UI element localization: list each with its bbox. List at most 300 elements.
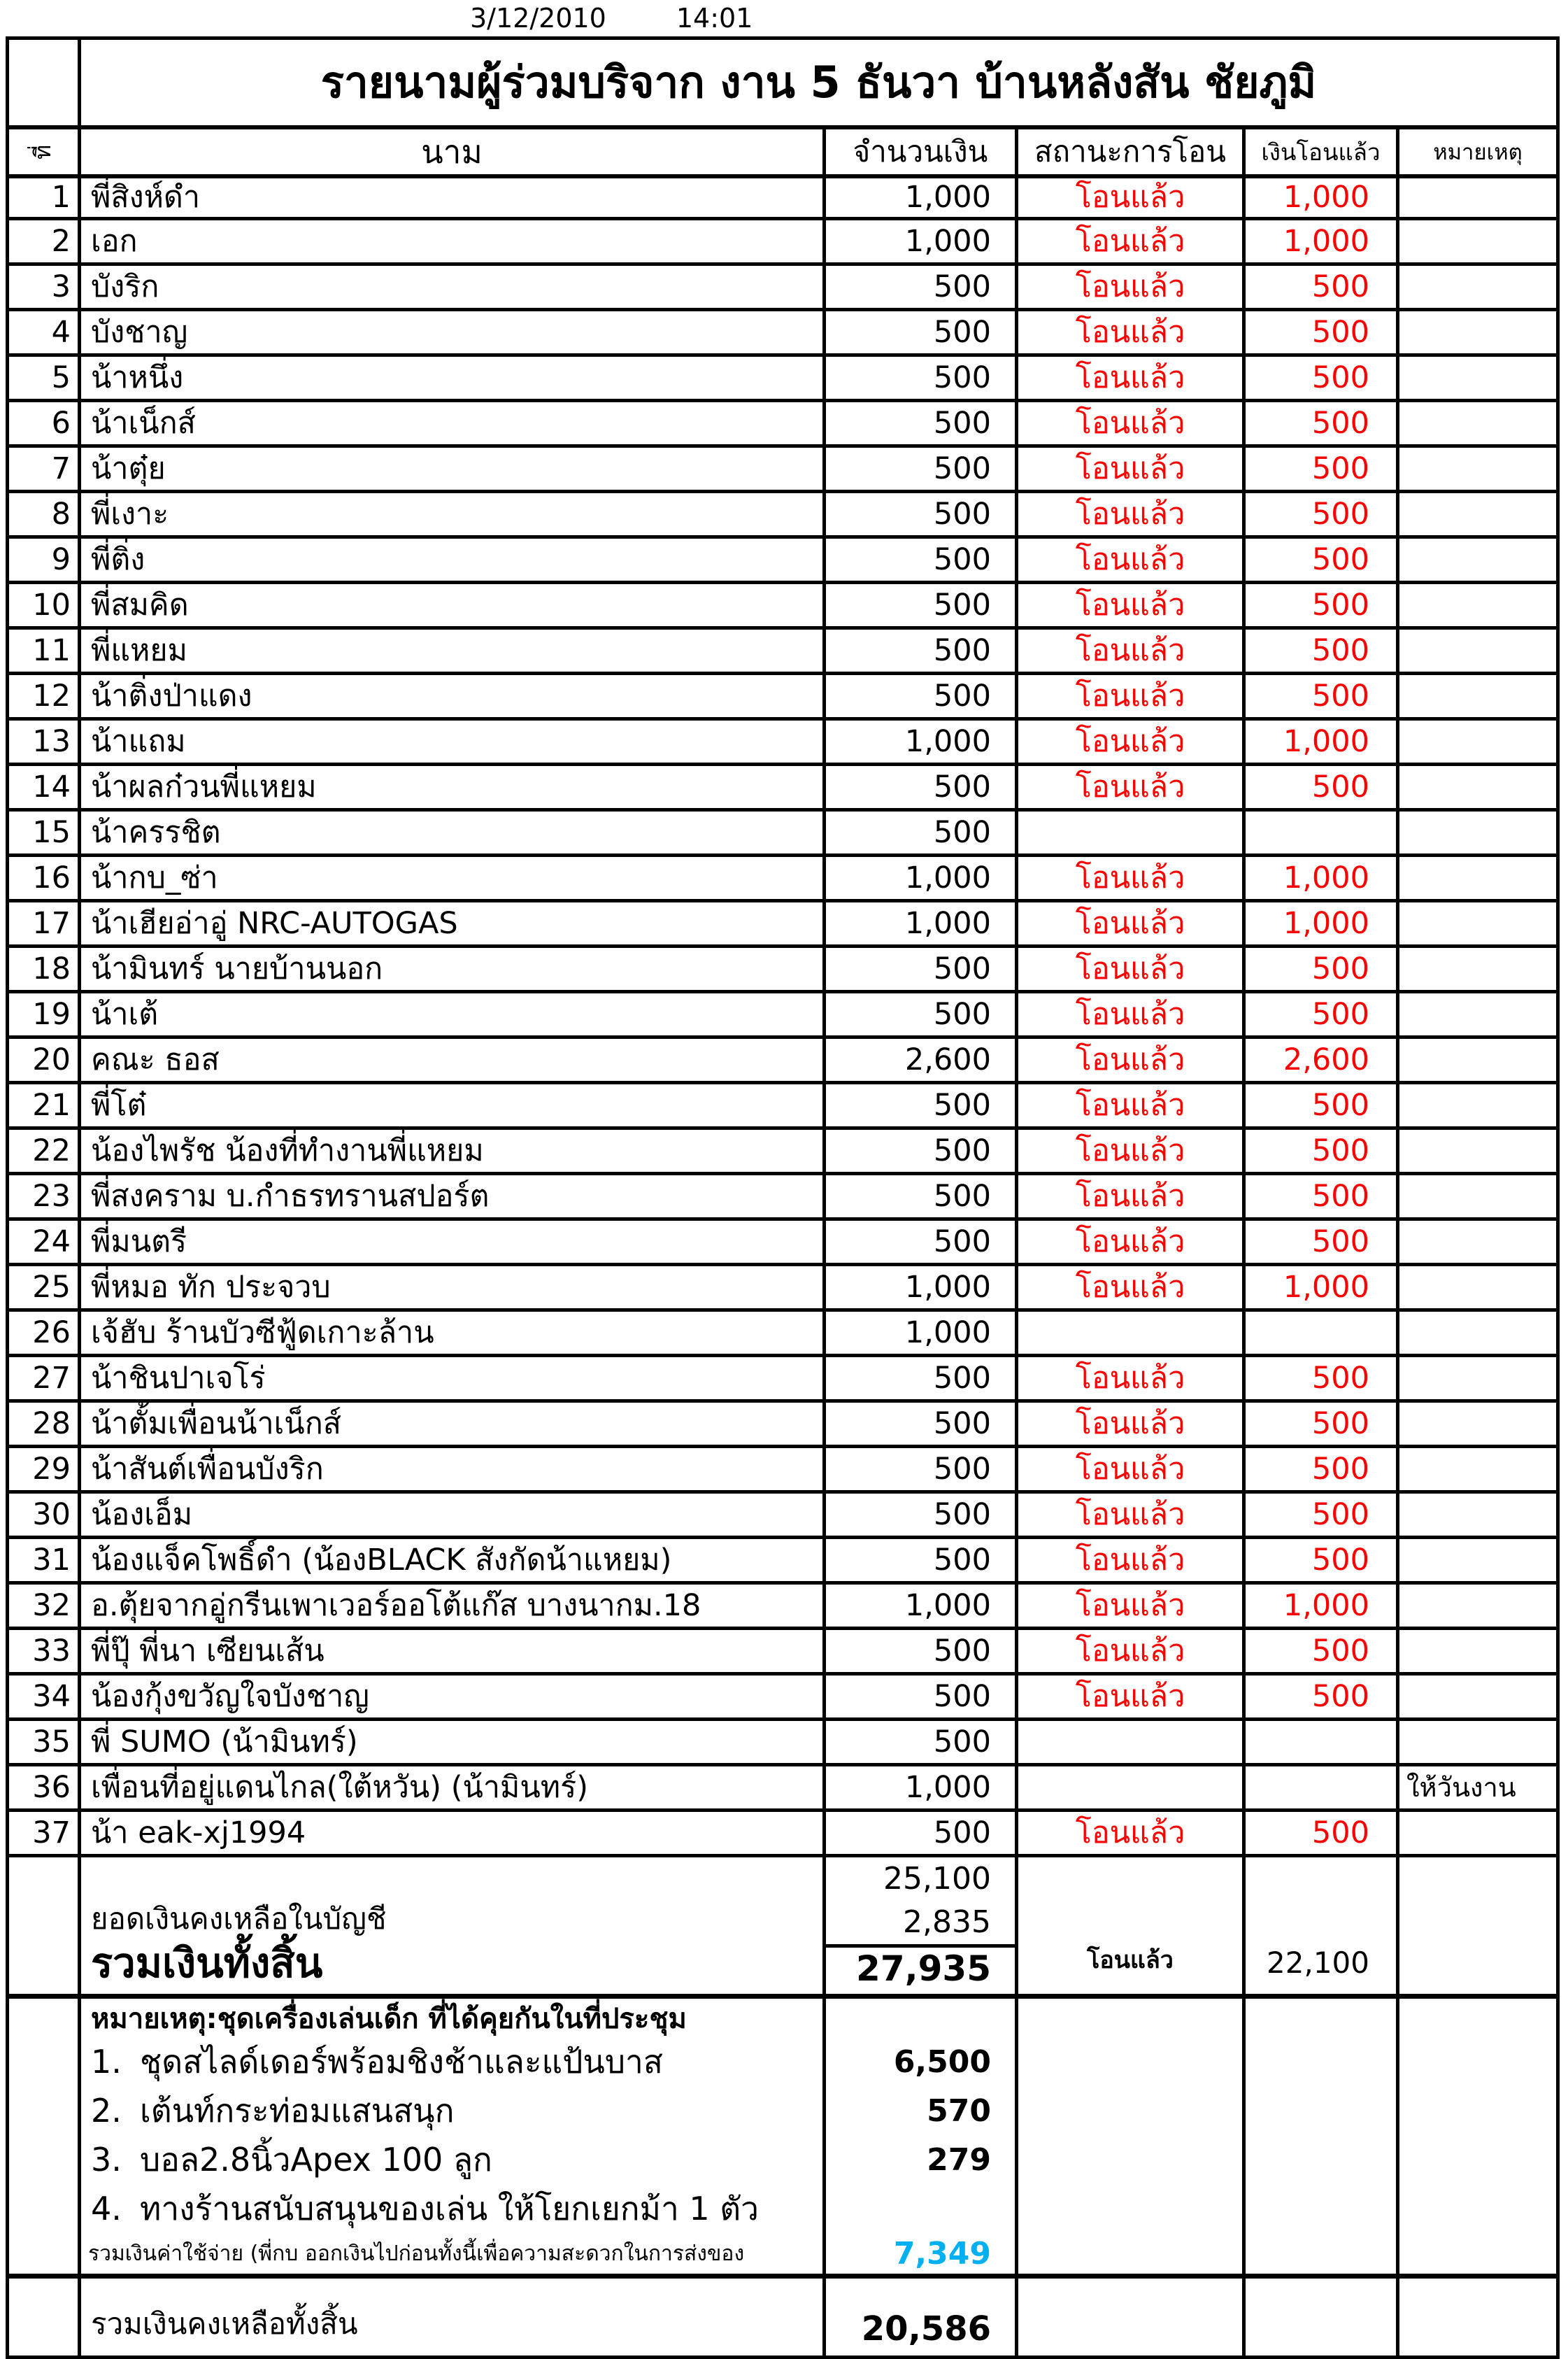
- donor-name: เพื่อนที่อยู่แดนไกล(ใต้หวัน) (น้ามินทร์): [78, 1766, 822, 1808]
- transfer-status: โอนแล้ว: [1015, 1585, 1242, 1627]
- amount-value: 500: [822, 1812, 1015, 1854]
- note-value: [1396, 902, 1556, 944]
- transfer-status: โอนแล้ว: [1015, 1266, 1242, 1308]
- transfer-status: โอนแล้ว: [1015, 857, 1242, 899]
- donor-name: อ.ตุ้ยจากอู่กรีนเพาเวอร์ออโต้แก๊ส บางนากม.18: [78, 1585, 822, 1627]
- table-row: [9, 1263, 1556, 1308]
- table-row: [9, 1581, 1556, 1627]
- note-value: [1396, 584, 1556, 626]
- note-item-paid-cell: [1242, 2184, 1396, 2233]
- row-number: 33: [32, 1633, 71, 1669]
- pre-total-value: 25,100: [883, 1861, 991, 1897]
- transferred-amount: 500: [1242, 402, 1396, 444]
- transferred-amount: 500: [1242, 539, 1396, 581]
- note-item-number: 1.: [91, 2043, 122, 2081]
- note-item-amount: 570: [822, 2086, 1015, 2135]
- transfer-status: โอนแล้ว: [1015, 357, 1242, 399]
- note-value: [1396, 178, 1556, 217]
- row-number: 9: [51, 541, 71, 577]
- note-value: [1396, 1494, 1556, 1536]
- donor-name: น้ากบ_ซ่า: [78, 857, 822, 899]
- row-number: 10: [32, 587, 71, 623]
- amount-value: 1,000: [822, 1266, 1015, 1308]
- row-number: 13: [32, 723, 71, 759]
- row-number: 34: [32, 1678, 71, 1714]
- transfer-status: โอนแล้ว: [1015, 1812, 1242, 1854]
- note-item-label: ทางร้านสนับสนุนของเล่น ให้โยกเยกม้า 1 ตัว: [140, 2189, 759, 2227]
- note-value: [1396, 812, 1556, 853]
- row-number: 2: [51, 223, 71, 259]
- transferred-amount: 1,000: [1242, 1266, 1396, 1308]
- expense-amount: 7,349: [822, 2233, 1015, 2274]
- expense-row: [9, 2233, 1556, 2274]
- final-amount: 20,586: [822, 2279, 1015, 2356]
- transferred-amount: 500: [1242, 1175, 1396, 1217]
- note-value: [1396, 1539, 1556, 1581]
- transferred-amount: 1,000: [1242, 857, 1396, 899]
- summary-labels: [78, 1857, 822, 1994]
- donor-name: บังชาญ: [78, 311, 822, 353]
- row-number: 4: [51, 314, 71, 350]
- note-value: [1396, 993, 1556, 1035]
- table-row: [9, 944, 1556, 990]
- amount-value: 500: [822, 1175, 1015, 1217]
- print-time: 14:01: [676, 3, 753, 34]
- donor-name: เจ้ฮับ ร้านบัวซีฟู้ดเกาะล้าน: [78, 1312, 822, 1354]
- table-row: [9, 1808, 1556, 1854]
- transferred-amount: 500: [1242, 1221, 1396, 1263]
- amount-value: 500: [822, 1221, 1015, 1263]
- table-row: [9, 353, 1556, 399]
- note-item-label: ชุดสไลด์เดอร์พร้อมชิงช้าและแป้นบาส: [140, 2042, 663, 2081]
- note-value: [1396, 448, 1556, 490]
- amount-value: 500: [822, 448, 1015, 490]
- transferred-amount: 500: [1242, 266, 1396, 308]
- table-row: [9, 444, 1556, 490]
- balance-label: ยอดเงินคงเหลือในบัญชี: [91, 1901, 387, 1936]
- transferred-amount: 1,000: [1242, 1585, 1396, 1627]
- transferred-amount: 1,000: [1242, 178, 1396, 217]
- donor-name: น้าตุ๋ย: [78, 448, 822, 490]
- amount-value: 500: [822, 630, 1015, 672]
- donor-name: น้าเฮียอ่าอู่ NRC-AUTOGAS: [78, 902, 822, 944]
- note-value: [1396, 630, 1556, 672]
- table-row: [9, 262, 1556, 308]
- transfer-status: โอนแล้ว: [1015, 630, 1242, 672]
- amount-value: 500: [822, 1084, 1015, 1126]
- donor-name: พี่ปุ๊ พี่นา เซียนเส้น: [78, 1630, 822, 1672]
- note-value: [1396, 948, 1556, 990]
- transfer-status: [1015, 1312, 1242, 1354]
- table-row: [9, 178, 1556, 217]
- header-no-label: ที่: [29, 144, 57, 160]
- table-row: [9, 1717, 1556, 1763]
- transferred-amount: 1,000: [1242, 902, 1396, 944]
- grand-total-value: 27,935: [826, 1944, 1015, 1990]
- final-total-row: [9, 2274, 1556, 2356]
- transfer-status: โอนแล้ว: [1015, 902, 1242, 944]
- donor-name: เอก: [78, 220, 822, 262]
- transfer-status: [1015, 1721, 1242, 1763]
- transfer-status: โอนแล้ว: [1015, 1357, 1242, 1399]
- grand-total-label: รวมเงินทั้งสิ้น: [91, 1939, 323, 1987]
- note-item-note-cell: [1396, 2086, 1556, 2135]
- table-row: [9, 1035, 1556, 1081]
- note-item-amount: [822, 2184, 1015, 2233]
- transfer-status: โอนแล้ว: [1015, 1039, 1242, 1081]
- transfer-status: โอนแล้ว: [1015, 766, 1242, 808]
- amount-value: 500: [822, 1130, 1015, 1172]
- donor-name: พี่ SUMO (น้ามินทร์): [78, 1721, 822, 1763]
- amount-value: 500: [822, 493, 1015, 535]
- table-row: [9, 535, 1556, 581]
- donor-name: น้าตั้มเพื่อนน้าเน็กส์: [78, 1403, 822, 1445]
- transfer-status: โอนแล้ว: [1015, 1130, 1242, 1172]
- header-name: นาม: [78, 129, 822, 174]
- transferred-amount: 500: [1242, 584, 1396, 626]
- amount-value: 1,000: [822, 220, 1015, 262]
- row-number: 37: [32, 1815, 71, 1850]
- donor-name: คณะ ธอส: [78, 1039, 822, 1081]
- transferred-amount: 500: [1242, 1403, 1396, 1445]
- table-row: [9, 217, 1556, 262]
- note-item-text: [78, 2037, 822, 2086]
- transfer-status: โอนแล้ว: [1015, 448, 1242, 490]
- summary-amounts: [822, 1857, 1015, 1994]
- notes-paid-cell: [1242, 1999, 1396, 2037]
- transferred-amount: 500: [1242, 993, 1396, 1035]
- note-value: [1396, 1357, 1556, 1399]
- transferred-amount: 500: [1242, 493, 1396, 535]
- note-item-note-cell: [1396, 2135, 1556, 2184]
- transfer-status: โอนแล้ว: [1015, 1676, 1242, 1717]
- amount-value: 500: [822, 357, 1015, 399]
- note-value: [1396, 1130, 1556, 1172]
- amount-value: 500: [822, 675, 1015, 717]
- transferred-amount: 2,600: [1242, 1039, 1396, 1081]
- donor-name: น้า eak-xj1994: [78, 1812, 822, 1854]
- donor-name: น้าแถม: [78, 721, 822, 763]
- donor-name: น้าเน็กส์: [78, 402, 822, 444]
- note-value: [1396, 1312, 1556, 1354]
- donor-name: พี่โต๋: [78, 1084, 822, 1126]
- note-item-number: 3.: [91, 2141, 122, 2179]
- row-number: 27: [32, 1360, 71, 1396]
- amount-value: 500: [822, 539, 1015, 581]
- transfer-status: โอนแล้ว: [1015, 539, 1242, 581]
- note-value: [1396, 766, 1556, 808]
- row-number: 23: [32, 1178, 71, 1214]
- row-number: 16: [32, 860, 71, 895]
- note-item-amount: 6,500: [822, 2037, 1015, 2086]
- note-value: [1396, 675, 1556, 717]
- table-row: [9, 1490, 1556, 1536]
- note-value: [1396, 1585, 1556, 1627]
- summary-block: [9, 1854, 1556, 1994]
- final-no-cell: [9, 2279, 78, 2356]
- donor-name: พี่สิงห์ดำ: [78, 178, 822, 217]
- note-item-row: [9, 2037, 1556, 2086]
- donor-name: น้าครรชิต: [78, 812, 822, 853]
- transfer-status: โอนแล้ว: [1015, 1539, 1242, 1581]
- table-row: [9, 490, 1556, 535]
- transfer-status: โอนแล้ว: [1015, 1175, 1242, 1217]
- note-value: [1396, 1221, 1556, 1263]
- transferred-amount: 500: [1242, 448, 1396, 490]
- transfer-status: โอนแล้ว: [1015, 675, 1242, 717]
- transferred-amount: [1242, 1312, 1396, 1354]
- amount-value: 500: [822, 948, 1015, 990]
- note-value: [1396, 1676, 1556, 1717]
- final-note-cell: [1396, 2279, 1556, 2356]
- row-number: 29: [32, 1451, 71, 1487]
- donor-name: น้าติ่งป่าแดง: [78, 675, 822, 717]
- note-value: [1396, 266, 1556, 308]
- transfer-status: โอนแล้ว: [1015, 1221, 1242, 1263]
- table-row: [9, 1354, 1556, 1399]
- table-row: [9, 1172, 1556, 1217]
- expense-note-cell: [1396, 2233, 1556, 2274]
- print-date-header: [470, 3, 753, 34]
- note-value: [1396, 220, 1556, 262]
- transfer-status: [1015, 1766, 1242, 1808]
- row-number: 21: [32, 1087, 71, 1123]
- note-value: [1396, 1084, 1556, 1126]
- transfer-status: โอนแล้ว: [1015, 1403, 1242, 1445]
- transferred-amount: 1,000: [1242, 721, 1396, 763]
- amount-value: 500: [822, 1676, 1015, 1717]
- print-date: 3/12/2010: [470, 3, 606, 34]
- table-row: [9, 717, 1556, 763]
- row-number: 11: [32, 632, 71, 668]
- transferred-amount: 500: [1242, 1130, 1396, 1172]
- note-value: [1396, 539, 1556, 581]
- row-number: 18: [32, 951, 71, 986]
- notes-status-cell: [1015, 1999, 1242, 2037]
- transfer-status: โอนแล้ว: [1015, 1084, 1242, 1126]
- final-label: รวมเงินคงเหลือทั้งสิ้น: [78, 2279, 822, 2356]
- donor-name: น้องเอ็ม: [78, 1494, 822, 1536]
- note-value: [1396, 1039, 1556, 1081]
- donor-name: น้าสันต์เพื่อนบังริก: [78, 1448, 822, 1490]
- note-value: [1396, 1403, 1556, 1445]
- row-number: 20: [32, 1042, 71, 1077]
- transfer-status: โอนแล้ว: [1015, 220, 1242, 262]
- transferred-amount: [1242, 1721, 1396, 1763]
- transferred-amount: 500: [1242, 1812, 1396, 1854]
- transferred-amount: 500: [1242, 1448, 1396, 1490]
- row-number: 12: [32, 678, 71, 714]
- transfer-status: [1015, 812, 1242, 853]
- amount-value: 500: [822, 1539, 1015, 1581]
- donor-name: น้าหนึ่ง: [78, 357, 822, 399]
- note-item-no-cell: [9, 2037, 78, 2086]
- final-status-cell: [1015, 2279, 1242, 2356]
- summary-note-cell: [1396, 1857, 1556, 1994]
- donor-name: น้ามินทร์ นายบ้านนอก: [78, 948, 822, 990]
- transferred-amount: [1242, 812, 1396, 853]
- table-row: [9, 1445, 1556, 1490]
- row-number: 3: [51, 269, 71, 304]
- note-item-status-cell: [1015, 2135, 1242, 2184]
- note-item-status-cell: [1015, 2037, 1242, 2086]
- amount-value: 2,600: [822, 1039, 1015, 1081]
- table-row: [9, 1308, 1556, 1354]
- notes-note-cell: [1396, 1999, 1556, 2037]
- row-number: 17: [32, 905, 71, 941]
- header-transferred: เงินโอนแล้ว: [1242, 129, 1396, 174]
- table-row: [9, 1627, 1556, 1672]
- balance-value: 2,835: [903, 1904, 991, 1940]
- amount-value: 500: [822, 812, 1015, 853]
- row-number: 35: [32, 1724, 71, 1759]
- donor-name: น้องไพรัช น้องที่ทำงานพี่แหยม: [78, 1130, 822, 1172]
- note-item-note-cell: [1396, 2037, 1556, 2086]
- expense-status-cell: [1015, 2233, 1242, 2274]
- notes-no-cell: [9, 1999, 78, 2037]
- transfer-status: โอนแล้ว: [1015, 948, 1242, 990]
- amount-value: 1,000: [822, 1766, 1015, 1808]
- summary-no-cell: [9, 1857, 78, 1994]
- note-item-text: [78, 2086, 822, 2135]
- note-item-no-cell: [9, 2086, 78, 2135]
- column-header-row: [9, 129, 1556, 178]
- amount-value: 500: [822, 266, 1015, 308]
- transferred-amount: 500: [1242, 1084, 1396, 1126]
- row-number: 22: [32, 1133, 71, 1168]
- note-item-paid-cell: [1242, 2135, 1396, 2184]
- note-item-amount: 279: [822, 2135, 1015, 2184]
- row-number: 36: [32, 1769, 71, 1805]
- row-number: 15: [32, 814, 71, 850]
- amount-value: 500: [822, 402, 1015, 444]
- donor-name: พี่แหยม: [78, 630, 822, 672]
- note-item-status-cell: [1015, 2184, 1242, 2233]
- note-item-row: [9, 2184, 1556, 2233]
- transfer-status: โอนแล้ว: [1015, 311, 1242, 353]
- final-paid-cell: [1242, 2279, 1396, 2356]
- note-item-paid-cell: [1242, 2086, 1396, 2135]
- transfer-status: โอนแล้ว: [1015, 266, 1242, 308]
- transfer-status: โอนแล้ว: [1015, 1494, 1242, 1536]
- transferred-amount: 500: [1242, 630, 1396, 672]
- transferred-amount: 500: [1242, 1630, 1396, 1672]
- donor-name: พี่ติ่ง: [78, 539, 822, 581]
- table-row: [9, 1763, 1556, 1808]
- transfer-status: โอนแล้ว: [1015, 493, 1242, 535]
- donor-name: น้าเต้: [78, 993, 822, 1035]
- transfer-status: โอนแล้ว: [1015, 993, 1242, 1035]
- expense-label: รวมเงินค่าใช้จ่าย (พี่กบ ออกเงินไปก่อนทั้งนี้เพื่อความสะดวกในการส่งของ: [78, 2233, 822, 2274]
- row-number: 7: [51, 451, 71, 486]
- row-number: 26: [32, 1315, 71, 1350]
- page-title: รายนามผู้ร่วมบริจาก งาน 5 ธันวา บ้านหลังสัน ชัยภูมิ: [78, 40, 1556, 125]
- note-item-no-cell: [9, 2135, 78, 2184]
- note-item-number: 2.: [91, 2092, 122, 2130]
- amount-value: 500: [822, 1403, 1015, 1445]
- row-number: 25: [32, 1269, 71, 1305]
- transferred-amount: 500: [1242, 357, 1396, 399]
- donor-name: น้องกุ้งขวัญใจบังชาญ: [78, 1676, 822, 1717]
- note-value: [1396, 721, 1556, 763]
- header-no: [9, 129, 78, 174]
- expense-paid-cell: [1242, 2233, 1396, 2274]
- donor-name: น้าผลก๋วนพี่แหยม: [78, 766, 822, 808]
- note-value: [1396, 1721, 1556, 1763]
- note-item-paid-cell: [1242, 2037, 1396, 2086]
- donor-name: พี่สมคิด: [78, 584, 822, 626]
- row-number: 32: [32, 1587, 71, 1623]
- transferred-amount: 500: [1242, 311, 1396, 353]
- transferred-amount: 500: [1242, 948, 1396, 990]
- note-value: [1396, 857, 1556, 899]
- note-item-row: [9, 2135, 1556, 2184]
- notes-heading-row: [9, 1994, 1556, 2037]
- transferred-amount: 500: [1242, 1494, 1396, 1536]
- header-status: สถานะการโอน: [1015, 129, 1242, 174]
- table-row: [9, 990, 1556, 1035]
- amount-value: 500: [822, 1448, 1015, 1490]
- header-amount: จำนวนเงิน: [822, 129, 1015, 174]
- amount-value: 500: [822, 584, 1015, 626]
- transfer-status: โอนแล้ว: [1015, 178, 1242, 217]
- row-number: 31: [32, 1542, 71, 1578]
- donor-name: พี่มนตรี: [78, 1221, 822, 1263]
- amount-value: 1,000: [822, 902, 1015, 944]
- donor-name: น้าชินปาเจโร่: [78, 1357, 822, 1399]
- transferred-amount: 1,000: [1242, 220, 1396, 262]
- note-item-text: [78, 2184, 822, 2233]
- expense-no-cell: [9, 2233, 78, 2274]
- transfer-status: โอนแล้ว: [1015, 402, 1242, 444]
- table-row: [9, 399, 1556, 444]
- donor-name: พี่เงาะ: [78, 493, 822, 535]
- row-number: 19: [32, 996, 71, 1032]
- transferred-amount: 500: [1242, 766, 1396, 808]
- table-row: [9, 1536, 1556, 1581]
- note-value: [1396, 311, 1556, 353]
- header-note: หมายเหตุ: [1396, 129, 1556, 174]
- table-row: [9, 899, 1556, 944]
- transferred-amount: 500: [1242, 1539, 1396, 1581]
- amount-value: 500: [822, 1357, 1015, 1399]
- table-row: [9, 672, 1556, 717]
- table-row: [9, 763, 1556, 808]
- table-row: [9, 1081, 1556, 1126]
- note-value: [1396, 1175, 1556, 1217]
- amount-value: 1,000: [822, 178, 1015, 217]
- grand-status: โอนแล้ว: [1015, 1857, 1242, 1994]
- amount-value: 1,000: [822, 1312, 1015, 1354]
- amount-value: 1,000: [822, 1585, 1015, 1627]
- amount-value: 500: [822, 1494, 1015, 1536]
- note-item-status-cell: [1015, 2086, 1242, 2135]
- note-value: [1396, 402, 1556, 444]
- amount-value: 500: [822, 766, 1015, 808]
- row-number: 14: [32, 769, 71, 805]
- table-row: [9, 1399, 1556, 1445]
- note-value: [1396, 357, 1556, 399]
- transferred-total: 22,100: [1242, 1857, 1396, 1994]
- note-value: [1396, 1448, 1556, 1490]
- transfer-status: โอนแล้ว: [1015, 1630, 1242, 1672]
- donor-name: น้องแจ็คโพธิ์ดำ (น้องBLACK สังกัดน้าแหยม): [78, 1539, 822, 1581]
- donor-name: บังริก: [78, 266, 822, 308]
- note-item-label: บอล2.8นิ้วApex 100 ลูก: [140, 2140, 492, 2179]
- amount-value: 500: [822, 1721, 1015, 1763]
- note-value: [1396, 493, 1556, 535]
- table-row: [9, 1217, 1556, 1263]
